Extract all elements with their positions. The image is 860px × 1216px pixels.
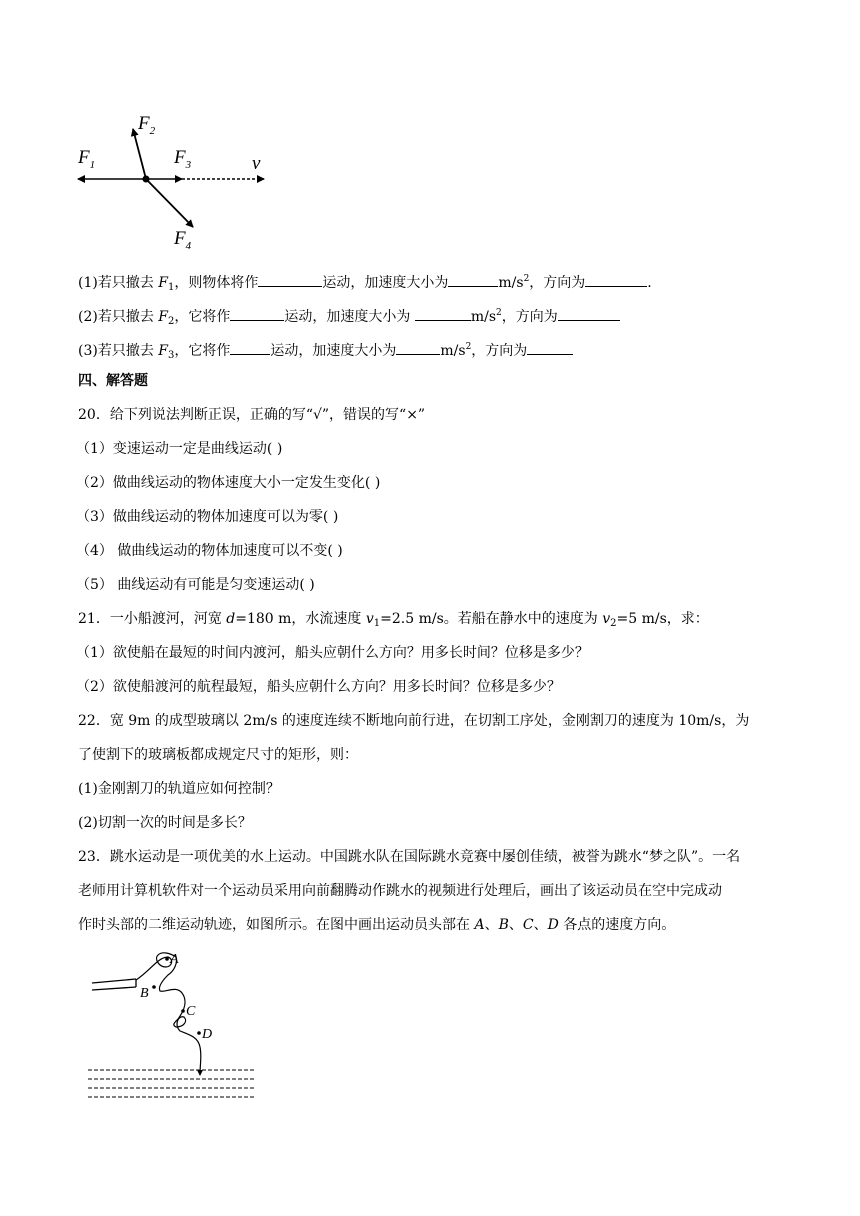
svg-text:F3: $F_3$ — [174, 147, 192, 171]
object-point — [143, 176, 150, 183]
answer-blank[interactable] — [230, 306, 284, 321]
label-a: A — [170, 952, 179, 967]
point-c — [181, 1009, 185, 1013]
label-f1: F — [78, 147, 90, 168]
label-v: v — [252, 153, 261, 174]
label-f4: F — [174, 228, 186, 249]
q23-line-2: 老师用计算机软件对一个运动员采用向前翻腾动作跳水的视频进行处理后，画出了该运动员在空中完成动 — [78, 883, 722, 899]
q23-line-3: 作时头部的二维运动轨迹，如图所示。在图中画出运动员头部在 A、B、C、D 各点的速度方向。 — [78, 917, 676, 933]
q22-line-2: 了使割下的玻璃板都成规定尺寸的矩形，则： — [78, 747, 358, 763]
label-f3: F — [174, 147, 186, 168]
point-b — [152, 985, 156, 989]
q19-part2: (2)若只撤去 $F_2$，它将作 运动，加速度大小为 $m/s^2$，方向为 — [78, 304, 620, 331]
q21-item-2: （2）欲使船渡河的航程最短，船头应朝什么方向？用多长时间？位移是多少？ — [76, 679, 561, 695]
dive-trajectory-diagram — [80, 945, 270, 1115]
q21-item-1: （1）欲使船在最短的时间内渡河，船头应朝什么方向？用多长时间？位移是多少？ — [76, 645, 589, 661]
q20-item-5: （5） 曲线运动有可能是匀变速运动( ) — [76, 577, 315, 593]
q19-part1: (1)若只撤去 $F_1$，则物体将作 运动，加速度大小为 $m/s^2$，方向为 . — [78, 274, 652, 293]
label-f2: F — [138, 113, 150, 134]
q21-stem: 21．一小船渡河，河宽 d=180 m，水流速度 $v_1=2.5$ m/s。若船在静水中的速度为 $v_2=5$ m/s，求： — [78, 611, 709, 629]
force-f4-arrow — [146, 179, 193, 227]
q22-item-1: (1)金刚割刀的轨道应如何控制？ — [78, 781, 280, 797]
q19-part3: (3)若只撤去 $F_3$，它将作 运动，加速度大小为 $m/s^2$，方向为 — [78, 338, 573, 365]
answer-blank[interactable] — [396, 340, 440, 355]
q20-stem: 20．给下列说法判断正误，正确的写“√”，错误的写“×” — [78, 407, 426, 423]
q20-item-4: （4） 做曲线运动的物体加速度可以不变( ) — [76, 543, 343, 559]
q23-line-1: 23．跳水运动是一项优美的水上运动。中国跳水队在国际跳水竞赛中屡创佳绩，被誉为跳水“梦之队”。一名 — [78, 849, 741, 865]
q20-item-2: （2）做曲线运动的物体速度大小一定发生变化( ) — [76, 475, 381, 491]
answer-blank[interactable] — [558, 306, 620, 321]
answer-blank[interactable] — [415, 306, 471, 321]
label-b: B — [140, 986, 149, 1001]
svg-text:F2: $F_2$ — [138, 113, 156, 137]
label-d: D — [202, 1027, 213, 1042]
section-heading: 四、解答题 — [78, 373, 148, 389]
answer-blank[interactable] — [258, 272, 322, 287]
diving-board — [92, 979, 136, 983]
q20-item-1: （1）变速运动一定是曲线运动( ) — [76, 441, 283, 457]
force-diagram — [70, 105, 280, 255]
answer-blank[interactable] — [230, 340, 270, 355]
label-c: C — [186, 1004, 196, 1019]
answer-blank[interactable] — [448, 272, 498, 287]
q22-line-1: 22．宽 9m 的成型玻璃以 2m/s 的速度连续不断地向前行进，在切割工序处，金刚割刀的速度为 10m/s，为 — [78, 713, 750, 729]
q22-item-2: (2)切割一次的时间是多长？ — [78, 815, 252, 831]
point-d — [197, 1031, 201, 1035]
answer-blank[interactable] — [527, 340, 573, 355]
force-f2-arrow — [133, 129, 146, 179]
point-a — [165, 957, 169, 961]
svg-text:F1: $F_1$ — [78, 147, 96, 171]
answer-blank[interactable] — [585, 272, 647, 287]
q20-item-3: （3）做曲线运动的物体加速度可以为零( ) — [76, 509, 339, 525]
svg-text:F4: $F_4$ — [174, 228, 192, 252]
